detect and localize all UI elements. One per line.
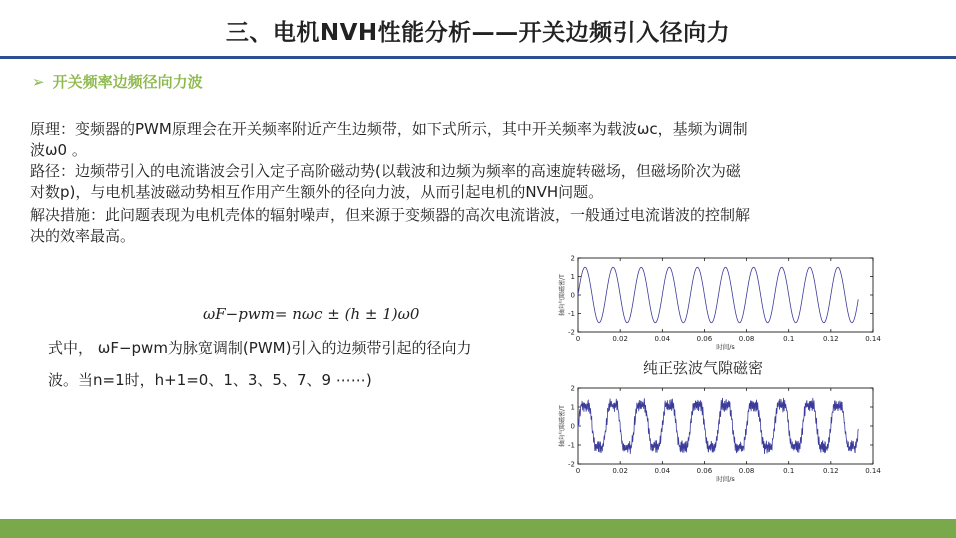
plot-frame [578,388,873,464]
footer-bar [0,519,956,538]
x-tick-label: 0.02 [612,467,628,475]
y-tick-label: -2 [568,328,575,337]
y-axis-label: 轴向气隙磁密/T [559,274,566,316]
path-line-1: 路径：边频带引入的电流谐波会引入定子高阶磁动势(以载波和边频为频率的高速旋转磁场，但磁场阶次为磁 [30,162,741,180]
y-tick-label: 2 [570,384,575,393]
x-tick-label: 0.1 [783,335,795,343]
x-tick-label: 0 [575,467,581,475]
x-tick-label: 0.06 [696,335,713,343]
x-tick-label: 0.12 [823,467,839,475]
y-tick-label: 1 [570,273,575,281]
chart-caption: 纯正弦波气隙磁密 [643,359,764,377]
principle-line-1: 原理：变频器的PWM原理会在开关频率附近产生边频带，如下式所示，其中开关频率为载波ωc，基频为调制 [30,120,748,138]
x-tick-label: 0.04 [654,335,671,343]
y-tick-label: 0 [570,291,575,300]
y-axis-label: 轴向气隙磁密/T [559,405,566,447]
x-axis-label: 时间/s [716,475,735,483]
x-tick-label: 0.14 [865,467,881,475]
y-tick-label: 2 [570,254,575,263]
x-tick-label: 0.06 [696,467,713,475]
y-tick-label: -2 [568,460,575,469]
section-heading-text: 开关频率边频径向力波 [52,73,203,91]
solution-line-2: 决的效率最高。 [30,227,136,245]
page-title: 三、电机NVH性能分析——开关边频引入径向力 [225,20,731,46]
x-tick-label: 0.1 [783,467,795,475]
y-tick-label: 0 [570,422,575,431]
formula-description-line-1: 式中， ωF−pwm为脉宽调制(PWM)引入的边频带引起的径向力 [48,339,472,357]
x-tick-label: 0.14 [865,335,881,343]
section-heading [32,71,203,92]
principle-line-2: 波ω0 。 [30,141,87,159]
y-tick-label: -1 [568,441,575,450]
title-divider [0,56,956,59]
pwm-formula: ωF−pwm= nωc ± (h ± 1)ω0 [203,305,420,323]
x-tick-label: 0.04 [654,467,671,475]
y-tick-label: 1 [570,403,575,412]
pure-sine-flux-density-chart [555,253,885,351]
x-tick-label: 0 [575,335,581,343]
x-tick-label: 0.08 [738,335,755,343]
x-tick-label: 0.12 [823,335,839,343]
distorted-flux-density-chart [555,383,885,483]
plot-frame [578,258,873,332]
x-axis-label: 时间/s [716,343,735,351]
y-tick-label: -1 [568,310,575,318]
formula-description-line-2: 波。当n=1时，h+1=0、1、3、5、7、9 ⋯⋯) [48,371,372,389]
arrow-bullet-icon: ➢ [32,73,45,91]
solution-line-1: 解决措施：此问题表现为电机壳体的辐射噪声，但来源于变频器的高次电流谐波，一般通过电流谐波的控制解 [30,206,751,224]
path-line-2: 对数p)，与电机基波磁动势相互作用产生额外的径向力波，从而引起电机的NVH问题。 [30,183,604,201]
x-tick-label: 0.02 [612,335,628,343]
x-tick-label: 0.08 [738,467,755,475]
